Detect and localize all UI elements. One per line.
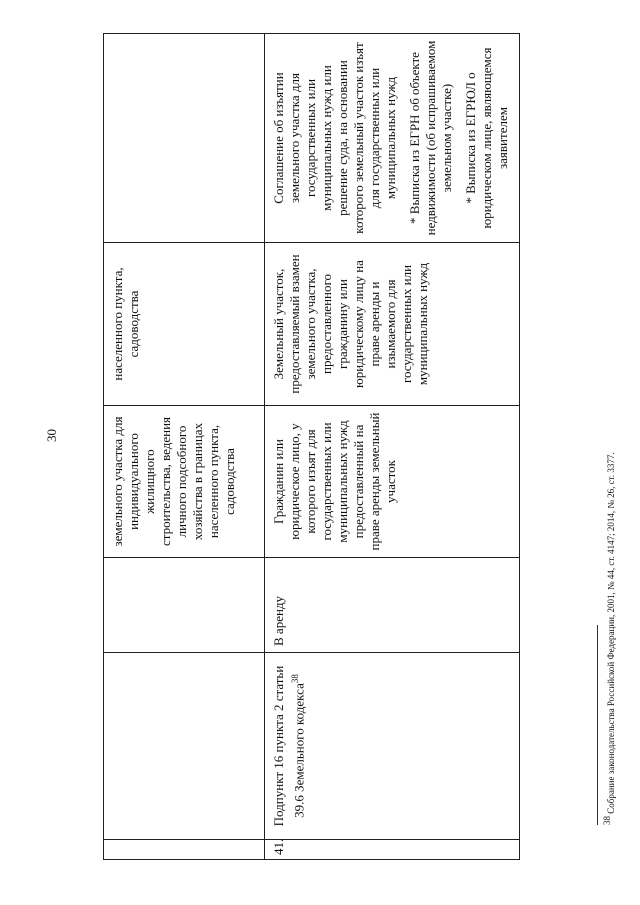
table-row [104, 34, 265, 859]
footnote-number: 38 [602, 816, 612, 825]
document-item: * Выписка из ЕГРЮЛ о юридическом лице, являющемся заявителем [463, 47, 510, 229]
cell-number: 41. [265, 839, 519, 859]
cell-type-of-right: В аренду [265, 557, 519, 652]
table-row [265, 34, 519, 859]
document-item: * Выписка из ЕГРН об объекте недвижимости (об испрашиваемом земельном участке) [407, 40, 454, 236]
cell-applicant: земельного участка для индивидуального жилищного строительства, ведения личного подсобного хозяйства в границах населенного пункта, садоводства [104, 405, 264, 557]
cell-type-of-right [104, 557, 264, 652]
cell-legal-basis [104, 652, 264, 839]
footnote-divider [597, 625, 598, 825]
footnote-text: Собрание законодательства Российской Федерации, 2001, № 44, ст. 4147; 2014, № 26, ст. 3377. [606, 452, 616, 814]
cell-legal-basis [265, 652, 519, 839]
page-number: 30 [44, 429, 59, 442]
cell-number [104, 839, 264, 859]
footnote-ref: 38 [290, 674, 300, 684]
legal-basis-text: Подпункт 16 пункта 2 статьи 39.6 Земельного кодекса [271, 665, 307, 827]
cell-documents [104, 34, 264, 242]
cell-plot: населенного пункта, садоводства [104, 242, 264, 405]
footnote [602, 452, 616, 825]
cell-documents [265, 34, 519, 242]
registry-table [103, 33, 520, 860]
document-item: Соглашение об изъятии земельного участка для государственных или муниципальных нужд или решение суда, на основании которого земельный участок изъят для государственных или муниципальных нужд [271, 42, 398, 234]
cell-plot: Земельный участок, предоставляемый взамен земельного участка, предоставленного гражданину или юридическому лицу на праве аренды и изымаемого для государственных или муниципальных нужд [265, 242, 519, 405]
cell-applicant: Гражданин или юридическое лицо, у которого изъят для государственных или муниципальных нужд предоставленный на праве аренды земельный участок [265, 405, 519, 557]
